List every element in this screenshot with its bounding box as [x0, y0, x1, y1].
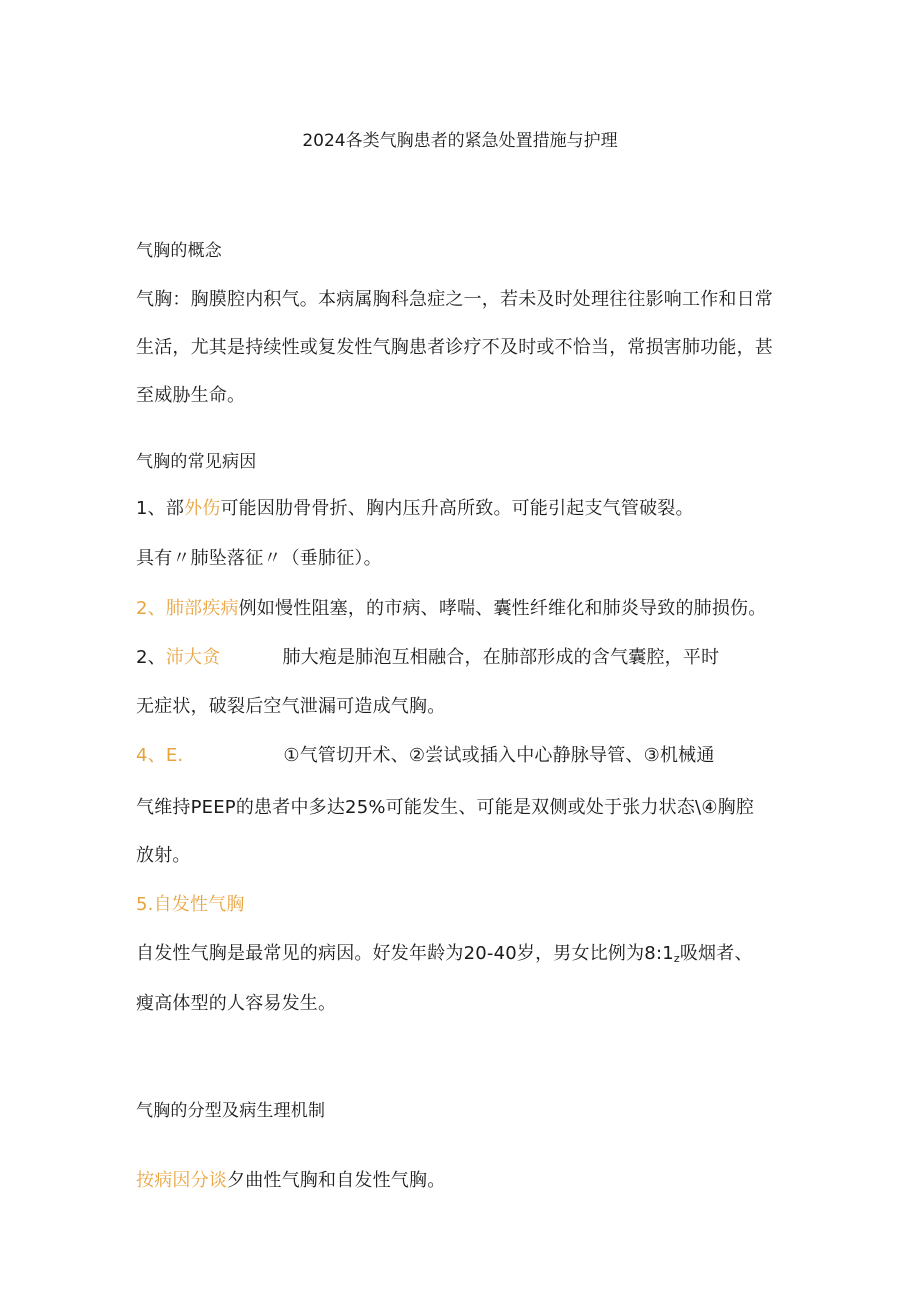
cause-item-2: [136, 596, 766, 622]
paragraph-line: 气胸：胸膜腔内积气。本病属胸科急症之一，若未及时处理往往影响工作和日常: [136, 289, 773, 310]
cause-item-5-text-b: 吸烟者、: [679, 943, 753, 964]
cause-item-5-line: [136, 941, 753, 972]
cause-item-1-highlight: 外伤: [184, 498, 221, 519]
cause-item-5-heading: 5.自发性气胸: [136, 894, 245, 915]
cause-item-3-highlight: 沛大贪: [165, 647, 221, 668]
paragraph-line: 气维持PEEP的患者中多达25%可能发生、可能是双侧或处于张力状态\④胸腔: [136, 797, 755, 818]
cause-item-1-text: 可能因肋骨骨折、胸内压升高所致。可能引起支气管破裂。: [220, 498, 694, 519]
paragraph-line: 无症状，破裂后空气泄漏可造成气胸。: [136, 696, 446, 717]
paragraph-line: 至威胁生命。: [136, 385, 246, 406]
cause-item-3-number: 2、: [136, 647, 166, 668]
cause-item-4-highlight: 4、E.: [136, 745, 184, 766]
types-line-text: 夕曲性气胸和自发性气胸。: [227, 1170, 446, 1191]
cause-item-1: [136, 496, 694, 522]
document-title: 2024各类气胸患者的紧急处置措施与护理: [302, 131, 618, 151]
cause-item-3-text: 肺大疱是肺泡互相融合，在肺部形成的含气囊腔，平时: [282, 647, 720, 668]
cause-item-5-subscript: z: [673, 952, 680, 965]
cause-item-5-text-a: 自发性气胸是最常见的病因。好发年龄为20-40岁，男女比例为8:1: [136, 943, 674, 964]
cause-item-4-text: ①气管切开术、②尝试或插入中心静脉导管、③机械通: [283, 745, 715, 766]
types-line: [136, 1168, 445, 1194]
paragraph-line: 生活，尤其是持续性或复发性气胸患者诊疗不及时或不恰当，常损害肺功能，甚: [136, 337, 773, 358]
cause-item-3: [136, 645, 719, 671]
paragraph-line: 放射。: [136, 845, 191, 866]
cause-item-2-highlight: 2、肺部疾病: [136, 598, 239, 619]
cause-item-2-text: 例如慢性阻塞，的市病、哮喘、囊性纤维化和肺炎导致的肺损伤。: [238, 598, 767, 619]
cause-item-4: [136, 743, 715, 769]
paragraph-line: 具有〃肺坠落征〃（垂肺征）。: [136, 548, 382, 569]
heading-causes: 气胸的常见病因: [136, 452, 257, 472]
paragraph-line: 瘦高体型的人容易发生。: [136, 993, 337, 1014]
types-line-highlight: 按病因分谈: [136, 1170, 227, 1191]
cause-item-1-number: 1、部: [136, 498, 185, 519]
heading-concept: 气胸的概念: [136, 241, 222, 261]
heading-types: 气胸的分型及病生理机制: [136, 1101, 326, 1121]
